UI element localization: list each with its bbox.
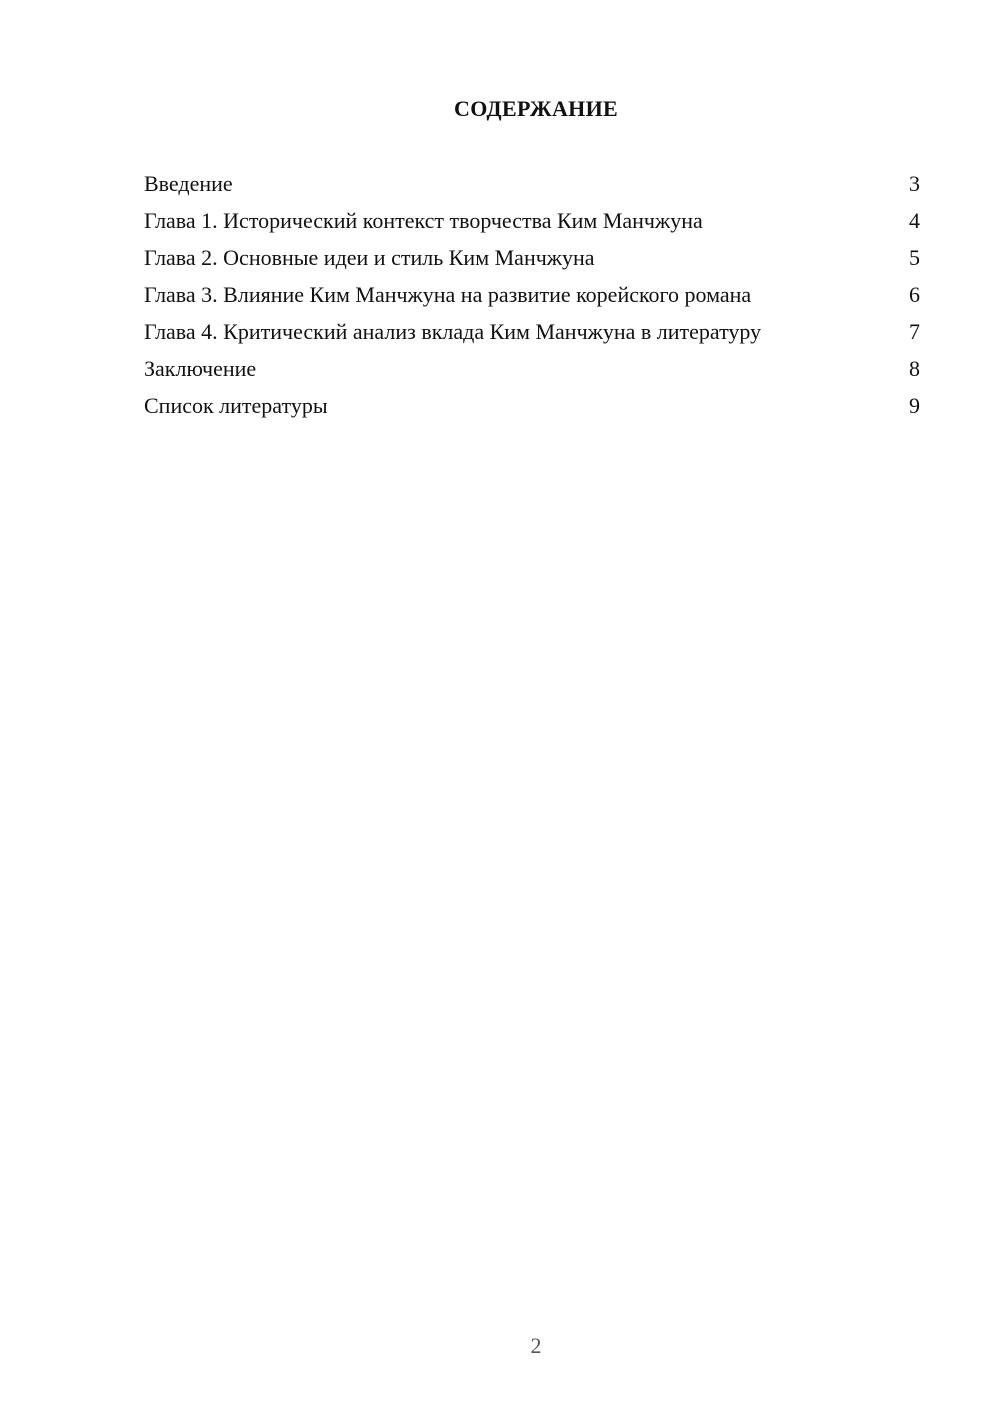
page-number: 2 [530, 1333, 542, 1358]
toc-entry-label: Глава 4. Критический анализ вклада Ким Манчжуна в литературу [144, 319, 762, 344]
table-of-contents [144, 170, 920, 429]
toc-entry-page: 6 [909, 282, 920, 307]
toc-entry[interactable] [144, 170, 920, 197]
toc-entry[interactable] [144, 207, 920, 234]
toc-entry[interactable] [144, 244, 920, 271]
toc-entry-label: Глава 1. Исторический контекст творчества Ким Манчжуна [144, 208, 703, 233]
toc-entry-page: 5 [909, 245, 920, 270]
toc-entry-label: Введение [144, 171, 233, 196]
toc-entry-page: 9 [909, 393, 920, 418]
toc-entry-page: 7 [909, 319, 920, 344]
toc-title: СОДЕРЖАНИЕ [454, 96, 618, 121]
toc-entry[interactable] [144, 355, 920, 382]
toc-entry-page: 8 [909, 356, 920, 381]
toc-entry-label: Глава 3. Влияние Ким Манчжуна на развитие корейского романа [144, 282, 752, 307]
toc-entry-page: 4 [909, 208, 920, 233]
toc-entry-label: Глава 2. Основные идеи и стиль Ким Манчжуна [144, 245, 595, 270]
toc-entry-label: Список литературы [144, 393, 328, 418]
toc-entry[interactable] [144, 392, 920, 419]
toc-entry[interactable] [144, 281, 920, 308]
toc-entry-label: Заключение [144, 356, 257, 381]
toc-entry-page: 3 [909, 171, 920, 196]
toc-entry[interactable] [144, 318, 920, 345]
